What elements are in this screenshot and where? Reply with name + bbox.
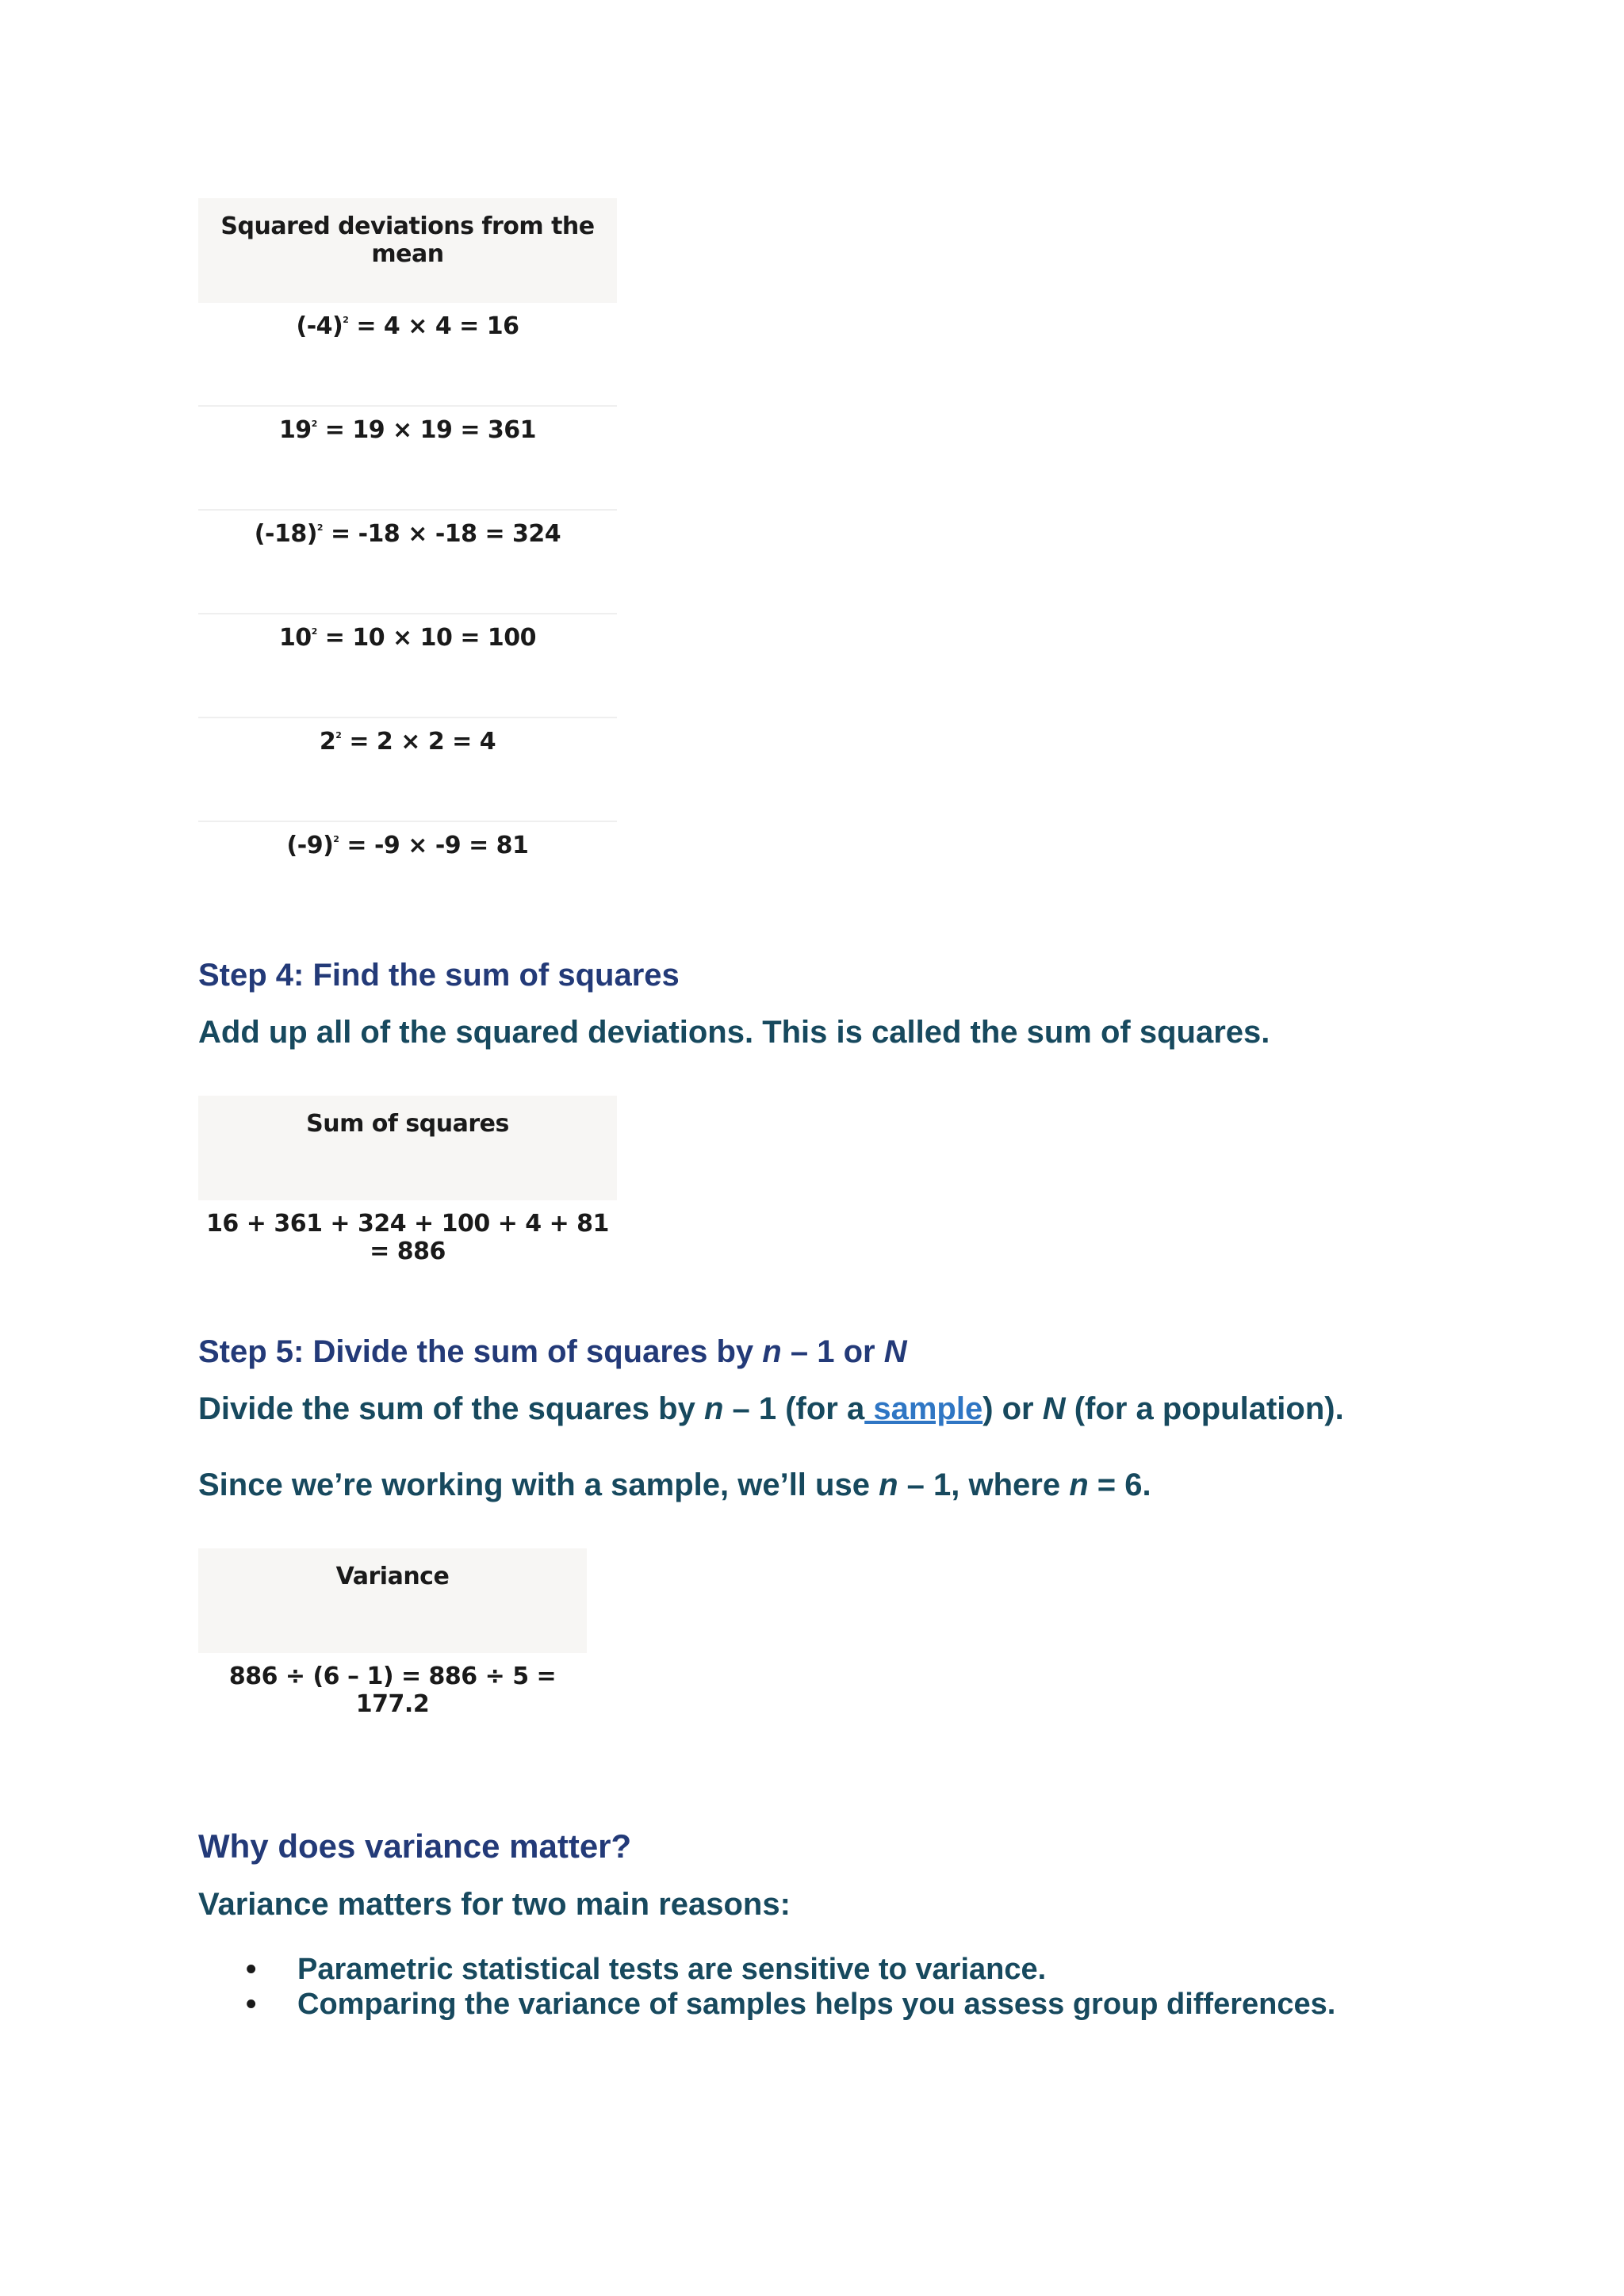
why-title: Why does variance matter? <box>198 1827 632 1865</box>
table-header: Sum of squares <box>198 1096 617 1200</box>
table-row: $(-9)^2 = -9 \times -9 = 81$ <box>286 832 529 859</box>
step4-title: Step 4: Find the sum of squares <box>198 958 680 993</box>
step4-body: Add up all of the squared deviations. This is called the sum of squares. <box>198 1015 1270 1050</box>
step5-note: Since we’re working with a sample, we’ll use n – 1, where n = 6. <box>198 1468 1151 1502</box>
table-row: 16 + 361 + 324 + 100 + 4 + 81 = 886 <box>206 1210 609 1265</box>
squared-deviations-table <box>198 198 617 926</box>
variance-table <box>198 1548 587 1757</box>
step5-body: Divide the sum of the squares by n – 1 (for a sample) or N (for a population). <box>198 1391 1344 1426</box>
table-header: Variance <box>198 1548 587 1653</box>
table-row: $19^2 = 19 \times 19 = 361$ <box>198 407 617 511</box>
table-row: 886 ÷ (6 – 1) = 886 ÷ 5 = 177.2 <box>228 1663 557 1718</box>
list-item: • Comparing the variance of samples helps you assess group differences. <box>198 1987 1335 2022</box>
reasons-list <box>198 1952 1335 2022</box>
table-row: $(-4)^2 = 4 \times 4 = 16$ <box>198 303 617 407</box>
table-row: $10^2 = 10 \times 10 = 100$ <box>198 614 617 718</box>
why-intro: Variance matters for two main reasons: <box>198 1887 791 1922</box>
table-header: Squared deviations from the mean <box>198 198 617 303</box>
table-row: $(-18)^2 = -18 \times -18 = 324$ <box>198 511 617 614</box>
sample-link[interactable]: sample <box>864 1391 983 1426</box>
list-item: • Parametric statistical tests are sensitive to variance. <box>198 1952 1335 1987</box>
table-row: $2^2 = 2 \times 2 = 4$ <box>198 718 617 822</box>
sum-of-squares-table <box>198 1096 617 1304</box>
step5-title: Step 5: Divide the sum of squares by n – 1 or N <box>198 1334 907 1369</box>
